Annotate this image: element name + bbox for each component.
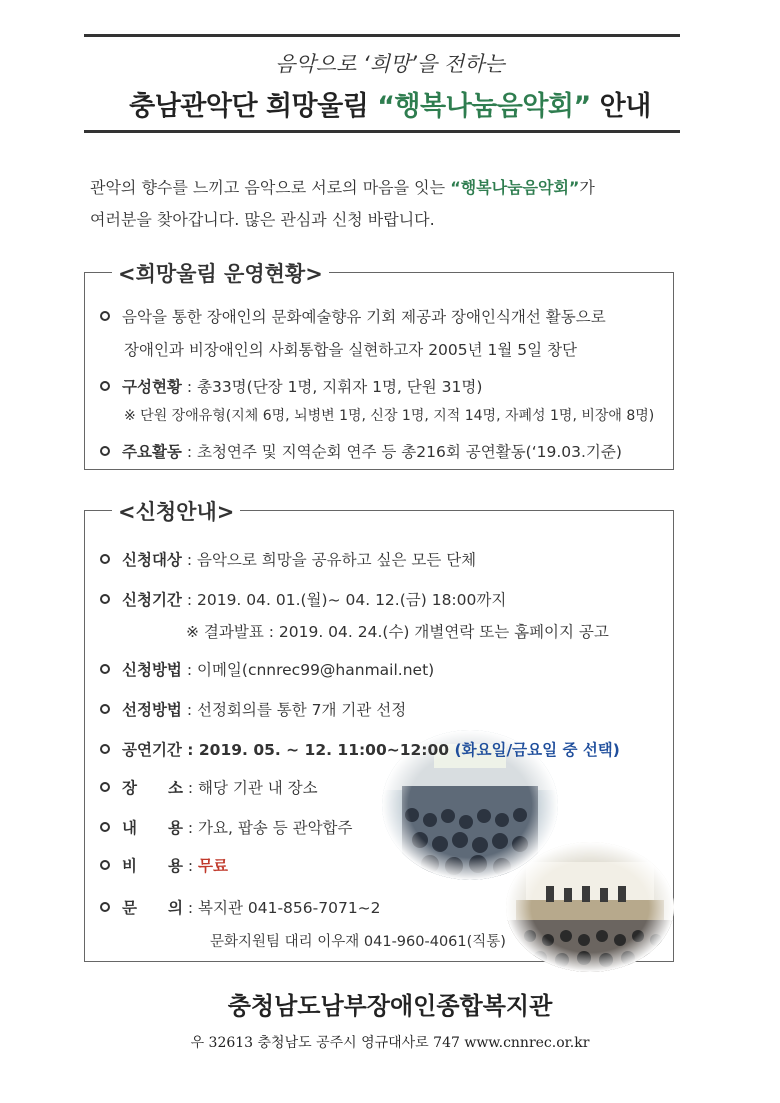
target-text: : 음악으로 희망을 공유하고 싶은 모든 단체 <box>181 551 477 569</box>
intro-line-1-pre: 관악의 향수를 느끼고 음악으로 서로의 마음을 잇는 <box>90 178 451 197</box>
intro-line-2: 여러분을 찾아갑니다. 많은 관심과 신청 바랍니다. <box>90 210 435 229</box>
apply-item-period <box>100 588 506 610</box>
period-text: : 2019. 04. 01.(월)~ 04. 12.(금) 18:00까지 <box>181 591 507 609</box>
bullet-icon <box>100 744 110 754</box>
activities-text: : 초청연주 및 지역순회 연주 등 총216회 공연활동(‘19.03.기준) <box>181 443 622 461</box>
inquiry-text: : 복지관 041-856-7071~2 <box>182 899 381 917</box>
performance-period-label: 공연기간 <box>122 741 182 759</box>
apply-item-cost <box>100 854 228 876</box>
bottom-rule <box>84 130 680 133</box>
bullet-icon <box>100 664 110 674</box>
status-item-founding-line1: 음악을 통한 장애인의 문화예술향유 기회 제공과 장애인식개선 활동으로 <box>122 308 606 326</box>
result-announcement-note: ※ 결과발표 : 2019. 04. 24.(수) 개별연락 또는 홈페이지 공고 <box>186 623 609 641</box>
bullet-icon <box>100 381 110 391</box>
bullet-icon <box>100 860 110 870</box>
content-text: : 가요, 팝송 등 관악합주 <box>182 819 353 837</box>
location-label: 장 소 <box>122 779 183 797</box>
bullet-icon <box>100 822 110 832</box>
header-subtitle: 음악으로 ‘희망’을 전하는 <box>275 52 505 76</box>
method-label: 신청방법 <box>122 661 182 679</box>
apply-item-selection <box>100 698 406 720</box>
apply-item-target <box>100 548 476 570</box>
section-status-title: <희망울림 운영현황> <box>112 258 329 288</box>
period-label: 신청기간 <box>122 591 182 609</box>
apply-item-content <box>100 816 353 838</box>
intro-line-1-post: 가 <box>579 178 595 197</box>
status-item-members <box>100 375 482 397</box>
intro-line-1 <box>90 172 690 204</box>
apply-item-performance-period <box>100 738 620 760</box>
orchestra-stage-image <box>506 842 674 972</box>
section-application-title: <신청안내> <box>112 496 240 526</box>
apply-item-inquiry <box>100 896 381 918</box>
cost-free-highlight: 무료 <box>198 857 228 875</box>
activities-label: 주요활동 <box>122 443 182 461</box>
inquiry-contact-line2: 문화지원팀 대리 이우재 041-960-4061(직통) <box>210 934 506 950</box>
bullet-icon <box>100 704 110 714</box>
title-highlight: “행복나눔음악회” <box>377 91 591 122</box>
apply-item-location <box>100 776 318 798</box>
cost-text: : <box>182 857 199 875</box>
status-item-founding <box>100 305 606 327</box>
inquiry-label: 문 의 <box>122 899 183 917</box>
selection-text: : 선정회의를 통한 7개 기관 선정 <box>181 701 407 719</box>
target-label: 신청대상 <box>122 551 182 569</box>
method-text: : 이메일(cnnrec99@hanmail.net) <box>181 661 435 679</box>
performance-period-text: : 2019. 05. ~ 12. 11:00~12:00 <box>181 741 455 759</box>
bullet-icon <box>100 446 110 456</box>
bullet-icon <box>100 902 110 912</box>
title-post: 안내 <box>590 91 651 122</box>
organization-name: 충청남도남부장애인종합복지관 <box>227 992 553 1020</box>
performance-day-highlight: (화요일/금요일 중 선택) <box>454 741 620 759</box>
bullet-icon <box>100 782 110 792</box>
intro-highlight: “행복나눔음악회” <box>450 178 580 197</box>
bullet-icon <box>100 311 110 321</box>
selection-label: 선정방법 <box>122 701 182 719</box>
bullet-icon <box>100 594 110 604</box>
location-text: : 해당 기관 내 장소 <box>182 779 318 797</box>
top-rule <box>84 34 680 37</box>
concert-photo-2 <box>506 842 674 972</box>
apply-item-method <box>100 658 434 680</box>
status-item-founding-line2: 장애인과 비장애인의 사회통합을 실현하고자 2005년 1월 5일 창단 <box>124 341 578 359</box>
members-note: ※ 단원 장애유형(지체 6명, 뇌병변 1명, 신장 1명, 지적 14명, 자폐성 1명, 비장애 8명) <box>124 408 655 424</box>
title-pre: 충남관악단 희망울림 <box>129 91 378 122</box>
members-text: : 총33명(단장 1명, 지휘자 1명, 단원 31명) <box>181 378 483 396</box>
bullet-icon <box>100 554 110 564</box>
members-label: 구성현황 <box>122 378 182 396</box>
cost-label: 비 용 <box>122 857 183 875</box>
intro-paragraph <box>90 172 690 236</box>
page-title <box>0 84 780 123</box>
content-label: 내 용 <box>122 819 183 837</box>
status-item-activities <box>100 440 622 462</box>
organization-address: 우 32613 충청남도 공주시 영규대사로 747 www.cnnrec.or.kr <box>190 1035 590 1051</box>
